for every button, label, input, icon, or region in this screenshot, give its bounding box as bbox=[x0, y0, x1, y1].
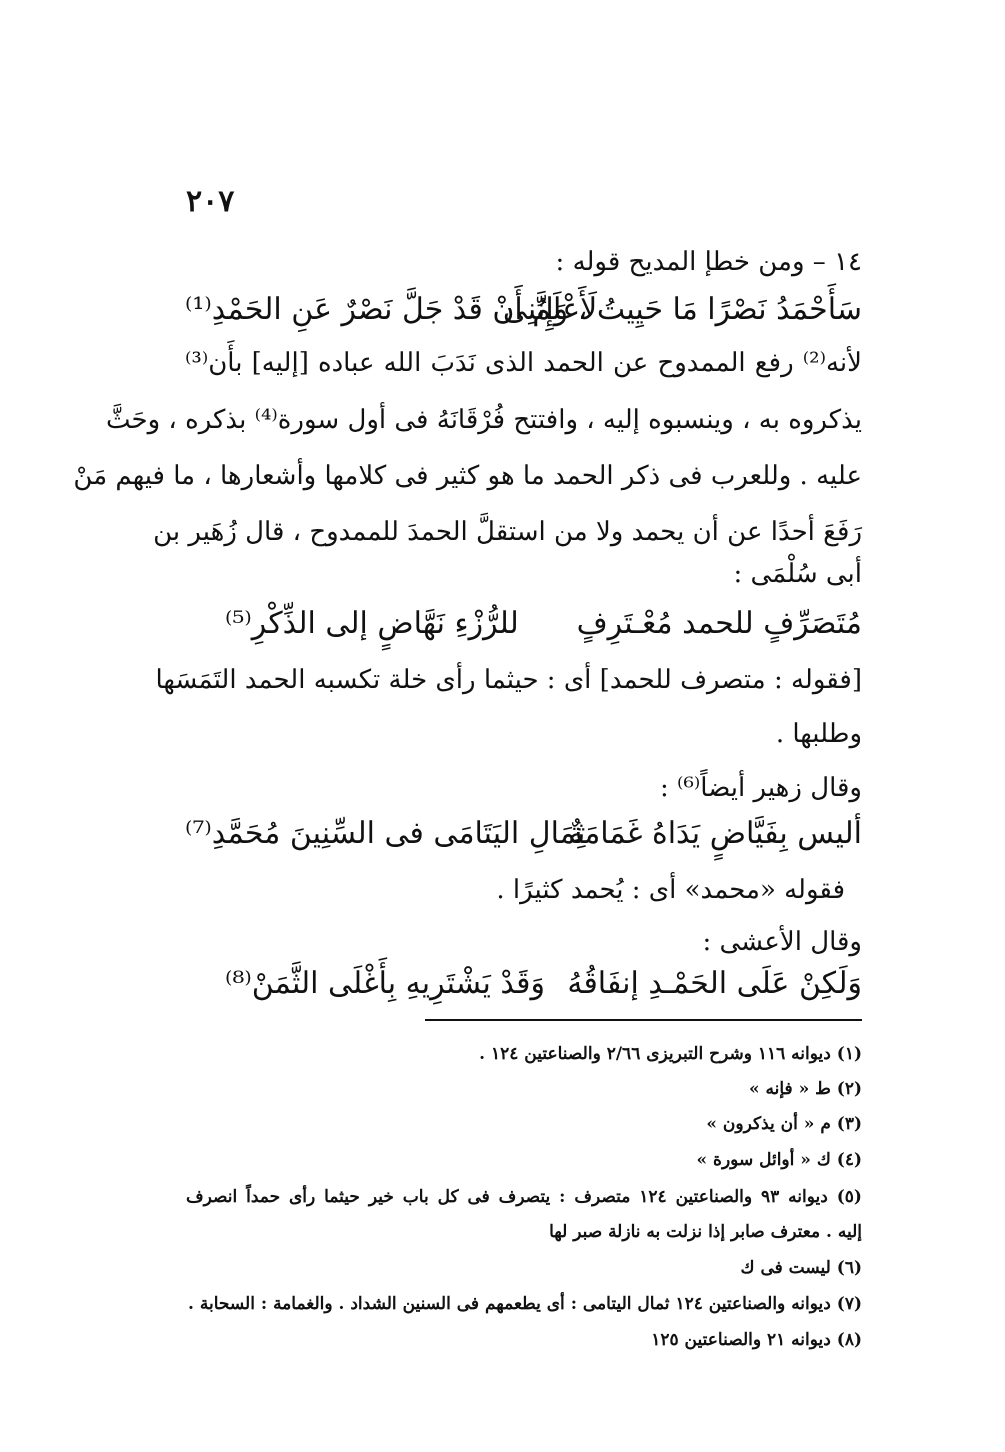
verse-1-first-hemistich: سَأَحْمَدُ نَصْرًا مَا حَيِيتُ ، وَإِنَّنِى bbox=[502, 292, 862, 327]
paragraph-2-line-1: [فقوله : متصرف للحمد] أى : حيثما رأى خلة تكسبه الحمد التَمَسَها bbox=[155, 665, 862, 695]
page-number: ٢٠٧ bbox=[186, 184, 235, 219]
paragraph-1-line-1: لأنه⁽²⁾ رفع الممدوح عن الحمد الذى نَدَبَ الله عباده [إليه] بأَن⁽³⁾ bbox=[185, 348, 862, 378]
paragraph-2-line-2: وطلبها . bbox=[775, 719, 862, 749]
verse-4-second-hemistich: وَقَدْ يَشْتَرِيهِ بِأَغْلَى الثَّمَنْ⁽⁸⁾ bbox=[225, 966, 545, 1001]
footnote-3: (٣) م « أن يذكرون » bbox=[706, 1114, 862, 1134]
footnote-5: (٥) ديوانه ٩٣ والصناعتين ١٢٤ متصرف : يتصرف فى كل باب خير حيثما رأى حمداً انصرف bbox=[186, 1187, 862, 1207]
footnote-6: (٦) ليست فى ك bbox=[740, 1258, 862, 1278]
verse-4-first-hemistich: وَلَكِنْ عَلَى الحَمْـدِ إنفَاقُهُ bbox=[567, 966, 862, 1001]
footnote-8: (٨) ديوانه ٢١ والصناعتين ١٢٥ bbox=[651, 1330, 862, 1350]
section-heading: ١٤ – ومن خطإ المديح قوله : bbox=[555, 247, 862, 277]
paragraph-1-line-2: يذكروه به ، وينسبوه إليه ، وافتتح فُرْقَانَهُ فى أول سورة⁽⁴⁾ بذكره ، وحَثَّ bbox=[106, 405, 862, 435]
footnote-2: (٢) ط « فإنه » bbox=[748, 1079, 862, 1099]
footnote-7: (٧) ديوانه والصناعتين ١٢٤ ثمال اليتامى : أى يطعمهم فى السنين الشداد . والغمامة : السحابة . bbox=[188, 1294, 862, 1314]
zuhair-intro: وقال زهير أيضاً⁽⁶⁾ : bbox=[660, 773, 862, 803]
footnote-5-continued: إليه . معترف صابر إذا نزلت به نازلة صبر لها bbox=[549, 1222, 862, 1242]
asha-intro: وقال الأعشى : bbox=[702, 927, 862, 957]
muhammad-explanation: فقوله «محمد» أى : يُحمد كثيرًا . bbox=[496, 875, 845, 905]
footnote-1: (١) ديوانه ١١٦ وشرح التبريزى ٢/٦٦ والصناعتين ١٢٤ . bbox=[479, 1044, 862, 1064]
footnote-4: (٤) ك « أوائل سورة » bbox=[696, 1150, 862, 1170]
verse-2-first-hemistich: مُتَصَرِّفٍ للحمد مُعْـتَرِفٍ bbox=[576, 606, 862, 641]
paragraph-1-line-4: رَفَعَ أحدًا عن أن يحمد ولا من استقلَّ الحمدَ للممدوح ، قال زُهَير بن bbox=[153, 517, 862, 547]
verse-1-second-hemistich: لَأَعْلَمُ أَنْ قَدْ جَلَّ نَصْرٌ عَنِ الحَمْدِ⁽¹⁾ bbox=[185, 292, 598, 327]
verse-3-first-hemistich: أليس بِفَيَّاضٍ يَدَاهُ غَمَامَةٌ bbox=[568, 816, 862, 851]
footnote-separator bbox=[425, 1019, 862, 1021]
paragraph-1-line-3: عليه . وللعرب فى ذكر الحمد ما هو كثير فى كلامها وأشعارها ، ما فيهم مَنْ bbox=[73, 461, 862, 491]
verse-3-second-hemistich: ثِمَالِ اليَتَامَى فى السِّنِينَ مُحَمَّدِ⁽⁷⁾ bbox=[185, 816, 586, 851]
verse-2-second-hemistich: للرُّزْءِ نَهَّاضٍ إلى الذِّكْرِ⁽⁵⁾ bbox=[225, 606, 519, 641]
paragraph-1-line-5: أبى سُلْمَى : bbox=[733, 559, 862, 589]
